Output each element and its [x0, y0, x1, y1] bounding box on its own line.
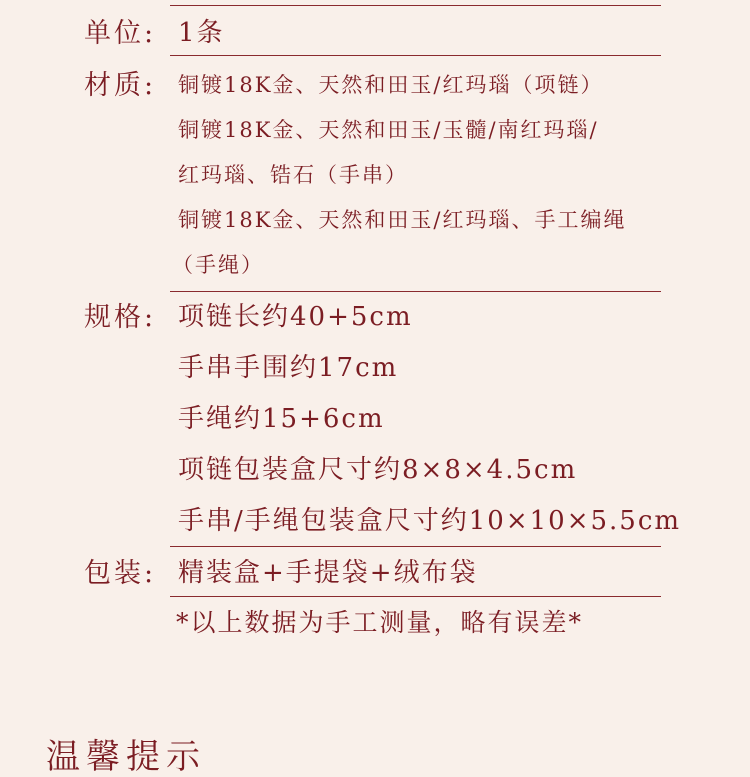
material-line: 铜镀18K金、天然和田玉/玉髓/南红玛瑙/	[178, 118, 599, 142]
packaging-label: 包装:	[84, 558, 157, 589]
spec-label: 规格:	[84, 302, 157, 333]
spec-line: 手绳约15+6cm	[178, 404, 385, 434]
measurement-note: *以上数据为手工测量，略有误差*	[176, 608, 584, 637]
divider-unit	[170, 55, 661, 56]
material-line: 红玛瑙、锆石（手串）	[178, 163, 408, 187]
spec-line: 手串/手绳包装盒尺寸约10×10×5.5cm	[178, 506, 682, 536]
material-line: 铜镀18K金、天然和田玉/红玛瑙、手工编绳	[178, 208, 627, 232]
divider-top	[170, 5, 661, 6]
unit-label: 单位:	[84, 18, 157, 49]
material-line: 铜镀18K金、天然和田玉/红玛瑙（项链）	[178, 73, 604, 97]
spec-line: 项链长约40+5cm	[178, 302, 413, 332]
spec-line: 项链包装盒尺寸约8×8×4.5cm	[178, 455, 578, 485]
next-section-title: 温馨提示	[46, 737, 206, 777]
spec-line: 手串手围约17cm	[178, 353, 399, 383]
material-line: （手绳）	[172, 253, 264, 277]
divider-spec	[170, 546, 661, 547]
divider-packaging	[170, 596, 661, 597]
material-label: 材质:	[84, 70, 157, 101]
packaging-value: 精装盒+手提袋+绒布袋	[178, 558, 478, 588]
divider-material	[170, 291, 661, 292]
unit-value: 1条	[178, 18, 225, 48]
